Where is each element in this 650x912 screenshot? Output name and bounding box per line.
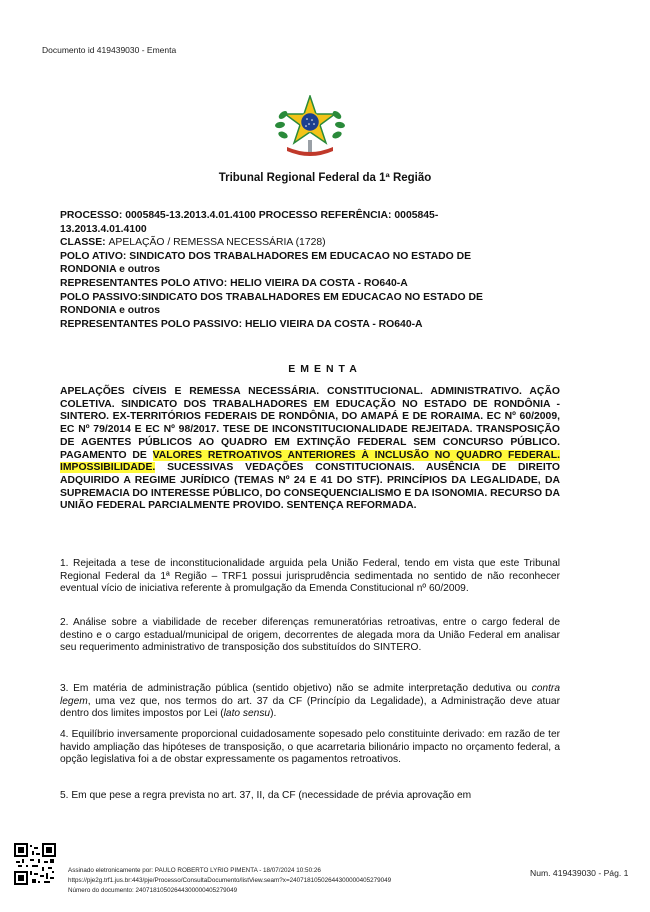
processo-line: PROCESSO: 0005845-13.2013.4.01.4100 PROCESSO REFERÊNCIA: 0005845-: [60, 210, 439, 221]
processo-line-cont: 13.2013.4.01.4100: [60, 223, 147, 235]
summary-text: APELAÇÕES CÍVEIS E REMESSA NECESSÁRIA. CONSTITUCIONAL. ADMINISTRATIVO. AÇÃO COLETIVA. SINDICATO DOS TRABALHADORES EM EDUCAÇÃO NO ESTADO DE RONDÔNIA - SINTERO. EX-TERRITÓRIOS FEDERAIS DE RONDÔNIA, DO AMAPÁ E DE RORAIMA. EC Nº 60/2009, EC Nº 79/2014 E EC Nº 98/2017. TESE DE INCONSTITUCIONALIDADE REJEITADA. TRANSPOSIÇÃO DE AGENTES PÚBLICOS AO QUADRO EM EXTINÇÃO FEDERAL SEM CONCURSO PÚBLICO. PAGAMENTO DE: [60, 386, 560, 461]
rep-ativo-line: REPRESENTANTES POLO ATIVO: HELIO VIEIRA DA COSTA - RO640-A: [60, 277, 408, 289]
classe-line: [60, 236, 560, 250]
page-number: Num. 419439030 - Pág. 1: [530, 868, 629, 878]
paragraph-4: 4. Equilíbrio inversamente proporcional cuidadosamente sopesado pelo constituinte derivado: em razão de ter havido ampliação das hipóteses de transposição, o que acarretaria bilionário impacto no orçamento federal, a opção legislativa foi a de obstar expressamente os pagamentos retroativos.: [60, 729, 560, 766]
ementa-title: EMENTA: [288, 363, 362, 375]
polo-passivo-line: POLO PASSIVO:SINDICATO DOS TRABALHADORES EM EDUCACAO NO ESTADO DE: [60, 291, 483, 303]
qr-code-icon: [14, 843, 56, 885]
paragraph-5: 5. Em que pese a regra prevista no art. 37, II, da CF (necessidade de prévia aprovação em: [60, 790, 472, 801]
process-header: [60, 209, 560, 331]
polo-ativo-line-cont: RONDONIA e outros: [60, 264, 161, 276]
paragraph-3-text-cont: , uma vez que, nos termos do art. 37 da CF (Princípio da Legalidade), a Administração deve atuar dentro dos limites impostos por Lei (: [60, 695, 560, 720]
signed-by: Assinado eletronicamente por: PAULO ROBERTO LYRIO PIMENTA - 18/07/2024 10:50:26: [68, 867, 321, 874]
document-url[interactable]: https://pje2g.trf1.jus.br:443/pje/Processo/ConsultaDocumento/listView.seam?x=24071810502644300000405279049: [68, 877, 392, 884]
paragraph-3: [60, 683, 560, 721]
ementa-summary: [60, 386, 560, 513]
polo-passivo-line-cont: RONDONIA e outros: [60, 305, 161, 317]
document-number: Número do documento: 24071810502644300000405279049: [68, 887, 238, 894]
paragraph-3-text-end: ).: [270, 708, 277, 720]
document-id: Documento id 419439030 - Ementa: [42, 45, 177, 55]
paragraph-3-text: 3. Em matéria de administração pública (sentido objetivo) não se admite interpretação dedutiva ou: [60, 683, 532, 694]
italic-term-2: lato sensu: [223, 708, 271, 720]
italic-term: contra legem: [60, 683, 560, 707]
classe-value: APELAÇÃO / REMESSA NECESSÁRIA (1728): [108, 237, 326, 249]
summary-text-cont: SUCESSIVAS VEDAÇÕES CONSTITUCIONAIS. AUSÊNCIA DE DIREITO ADQUIRIDO A REGIME JURÍDICO (TEMAS Nº 24 E 41 DO STF). PRINCÍPIOS DA LEGALIDADE, DA SUPREMACIA DO INTERESSE PÚBLICO, DO CONSEQUENCIALISMO E DA ISONOMIA. RECURSO DA UNIÃO FEDERAL PARCIALMENTE PROVIDO. SENTENÇA REFORMADA.: [60, 462, 560, 512]
paragraph-2: 2. Análise sobre a viabilidade de receber diferenças remuneratórias retroativas, entre o cargo federal de destino e o cargo estadual/municipal de origem, decorrentes de alegada mora da União Federal em analisar seu requerimento administrativo de transposição dos substituídos do SINTERO.: [60, 617, 560, 654]
court-name: Tribunal Regional Federal da 1ª Região: [218, 172, 432, 184]
paragraph-1: 1. Rejeitada a tese de inconstitucionalidade arguida pela União Federal, tendo em vista que este Tribunal Regional Federal da 1ª Região – TRF1 possui jurisprudência sedimentada no sentido de não reconhecer eventual vício de iniciativa referente à promulgação da Emenda Constitucional nº 60/2009.: [60, 558, 560, 595]
classe-label: CLASSE:: [60, 237, 109, 249]
signature-footer: [68, 866, 391, 896]
highlighted-text: VALORES RETROATIVOS ANTERIORES À INCLUSÃO NO QUADRO FEDERAL. IMPOSSIBILIDADE.: [60, 449, 560, 474]
brasao-republica-icon: [275, 95, 345, 157]
polo-ativo-line: POLO ATIVO: SINDICATO DOS TRABALHADORES EM EDUCACAO NO ESTADO DE: [60, 250, 472, 262]
rep-passivo-line: REPRESENTANTES POLO PASSIVO: HELIO VIEIRA DA COSTA - RO640-A: [60, 318, 423, 330]
